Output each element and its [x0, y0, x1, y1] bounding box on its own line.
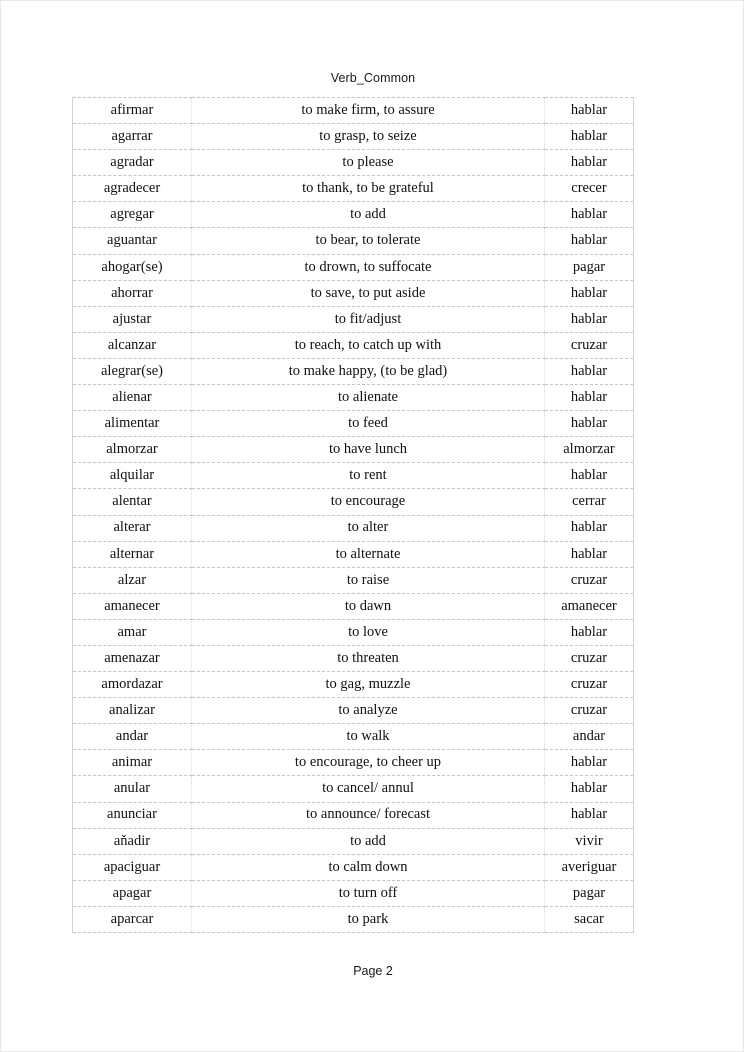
- model-cell: cruzar: [545, 645, 634, 671]
- table-row: [73, 489, 634, 515]
- verb-cell: agradecer: [73, 176, 192, 202]
- table-row: [73, 593, 634, 619]
- model-cell: hablar: [545, 280, 634, 306]
- verb-cell: alterar: [73, 515, 192, 541]
- table-row: [73, 98, 634, 124]
- page-title: Verb_Common: [330, 71, 416, 85]
- model-cell: hablar: [545, 124, 634, 150]
- meaning-cell: to raise: [192, 567, 545, 593]
- model-cell: cruzar: [545, 567, 634, 593]
- verb-cell: ahogar(se): [73, 254, 192, 280]
- verb-cell: agarrar: [73, 124, 192, 150]
- table-row: [73, 228, 634, 254]
- verb-cell: amar: [73, 619, 192, 645]
- meaning-cell: to turn off: [192, 880, 545, 906]
- model-cell: almorzar: [545, 437, 634, 463]
- verb-cell: amenazar: [73, 645, 192, 671]
- table-row: [73, 124, 634, 150]
- meaning-cell: to make firm, to assure: [192, 98, 545, 124]
- model-cell: cruzar: [545, 332, 634, 358]
- meaning-cell: to drown, to suffocate: [192, 254, 545, 280]
- model-cell: cerrar: [545, 489, 634, 515]
- model-cell: pagar: [545, 254, 634, 280]
- table-row: [73, 437, 634, 463]
- verb-cell: alquilar: [73, 463, 192, 489]
- table-row: [73, 854, 634, 880]
- verb-cell: ajustar: [73, 306, 192, 332]
- verb-cell: aňadir: [73, 828, 192, 854]
- table-row: [73, 515, 634, 541]
- meaning-cell: to love: [192, 619, 545, 645]
- table-row: [73, 463, 634, 489]
- table-row: [73, 802, 634, 828]
- table-row: [73, 541, 634, 567]
- model-cell: hablar: [545, 776, 634, 802]
- model-cell: vivir: [545, 828, 634, 854]
- verb-cell: almorzar: [73, 437, 192, 463]
- meaning-cell: to cancel/ annul: [192, 776, 545, 802]
- table-row: [73, 828, 634, 854]
- table-row: [73, 750, 634, 776]
- table-row: [73, 776, 634, 802]
- table-row: [73, 306, 634, 332]
- table-row: [73, 385, 634, 411]
- verb-cell: anunciar: [73, 802, 192, 828]
- meaning-cell: to grasp, to seize: [192, 124, 545, 150]
- meaning-cell: to dawn: [192, 593, 545, 619]
- meaning-cell: to add: [192, 828, 545, 854]
- verb-cell: alternar: [73, 541, 192, 567]
- table-row: [73, 672, 634, 698]
- meaning-cell: to rent: [192, 463, 545, 489]
- verb-cell: anular: [73, 776, 192, 802]
- meaning-cell: to walk: [192, 724, 545, 750]
- verb-table-body: [73, 98, 634, 933]
- model-cell: hablar: [545, 358, 634, 384]
- verb-table: [72, 97, 634, 933]
- meaning-cell: to gag, muzzle: [192, 672, 545, 698]
- verb-cell: agregar: [73, 202, 192, 228]
- model-cell: amanecer: [545, 593, 634, 619]
- model-cell: cruzar: [545, 698, 634, 724]
- meaning-cell: to feed: [192, 411, 545, 437]
- meaning-cell: to park: [192, 906, 545, 932]
- table-row: [73, 202, 634, 228]
- verb-cell: alienar: [73, 385, 192, 411]
- model-cell: averiguar: [545, 854, 634, 880]
- model-cell: crecer: [545, 176, 634, 202]
- verb-cell: aguantar: [73, 228, 192, 254]
- model-cell: hablar: [545, 98, 634, 124]
- table-row: [73, 619, 634, 645]
- meaning-cell: to calm down: [192, 854, 545, 880]
- table-row: [73, 411, 634, 437]
- table-row: [73, 280, 634, 306]
- meaning-cell: to alternate: [192, 541, 545, 567]
- meaning-cell: to threaten: [192, 645, 545, 671]
- meaning-cell: to alter: [192, 515, 545, 541]
- model-cell: sacar: [545, 906, 634, 932]
- table-row: [73, 645, 634, 671]
- verb-cell: afirmar: [73, 98, 192, 124]
- meaning-cell: to have lunch: [192, 437, 545, 463]
- meaning-cell: to reach, to catch up with: [192, 332, 545, 358]
- model-cell: pagar: [545, 880, 634, 906]
- meaning-cell: to encourage: [192, 489, 545, 515]
- verb-cell: ahorrar: [73, 280, 192, 306]
- meaning-cell: to bear, to tolerate: [192, 228, 545, 254]
- table-row: [73, 176, 634, 202]
- model-cell: hablar: [545, 750, 634, 776]
- model-cell: hablar: [545, 541, 634, 567]
- meaning-cell: to thank, to be grateful: [192, 176, 545, 202]
- model-cell: cruzar: [545, 672, 634, 698]
- verb-cell: apagar: [73, 880, 192, 906]
- table-row: [73, 880, 634, 906]
- table-row: [73, 332, 634, 358]
- model-cell: hablar: [545, 463, 634, 489]
- meaning-cell: to encourage, to cheer up: [192, 750, 545, 776]
- verb-cell: alcanzar: [73, 332, 192, 358]
- verb-cell: animar: [73, 750, 192, 776]
- meaning-cell: to make happy, (to be glad): [192, 358, 545, 384]
- verb-cell: alzar: [73, 567, 192, 593]
- verb-cell: amordazar: [73, 672, 192, 698]
- model-cell: hablar: [545, 202, 634, 228]
- meaning-cell: to please: [192, 150, 545, 176]
- table-row: [73, 254, 634, 280]
- verb-cell: apaciguar: [73, 854, 192, 880]
- model-cell: hablar: [545, 411, 634, 437]
- model-cell: hablar: [545, 228, 634, 254]
- table-row: [73, 698, 634, 724]
- verb-cell: amanecer: [73, 593, 192, 619]
- table-row: [73, 358, 634, 384]
- table-row: [73, 724, 634, 750]
- meaning-cell: to analyze: [192, 698, 545, 724]
- meaning-cell: to save, to put aside: [192, 280, 545, 306]
- model-cell: hablar: [545, 385, 634, 411]
- meaning-cell: to alienate: [192, 385, 545, 411]
- model-cell: hablar: [545, 515, 634, 541]
- table-row: [73, 906, 634, 932]
- verb-cell: agradar: [73, 150, 192, 176]
- table-row: [73, 150, 634, 176]
- verb-cell: andar: [73, 724, 192, 750]
- model-cell: hablar: [545, 306, 634, 332]
- meaning-cell: to add: [192, 202, 545, 228]
- model-cell: hablar: [545, 802, 634, 828]
- table-row: [73, 567, 634, 593]
- meaning-cell: to fit/adjust: [192, 306, 545, 332]
- meaning-cell: to announce/ forecast: [192, 802, 545, 828]
- model-cell: hablar: [545, 150, 634, 176]
- model-cell: hablar: [545, 619, 634, 645]
- verb-cell: aparcar: [73, 906, 192, 932]
- model-cell: andar: [545, 724, 634, 750]
- verb-cell: analizar: [73, 698, 192, 724]
- verb-cell: alentar: [73, 489, 192, 515]
- verb-cell: alegrar(se): [73, 358, 192, 384]
- verb-table-container: [72, 97, 617, 933]
- page-footer: Page 2: [353, 964, 393, 978]
- verb-cell: alimentar: [73, 411, 192, 437]
